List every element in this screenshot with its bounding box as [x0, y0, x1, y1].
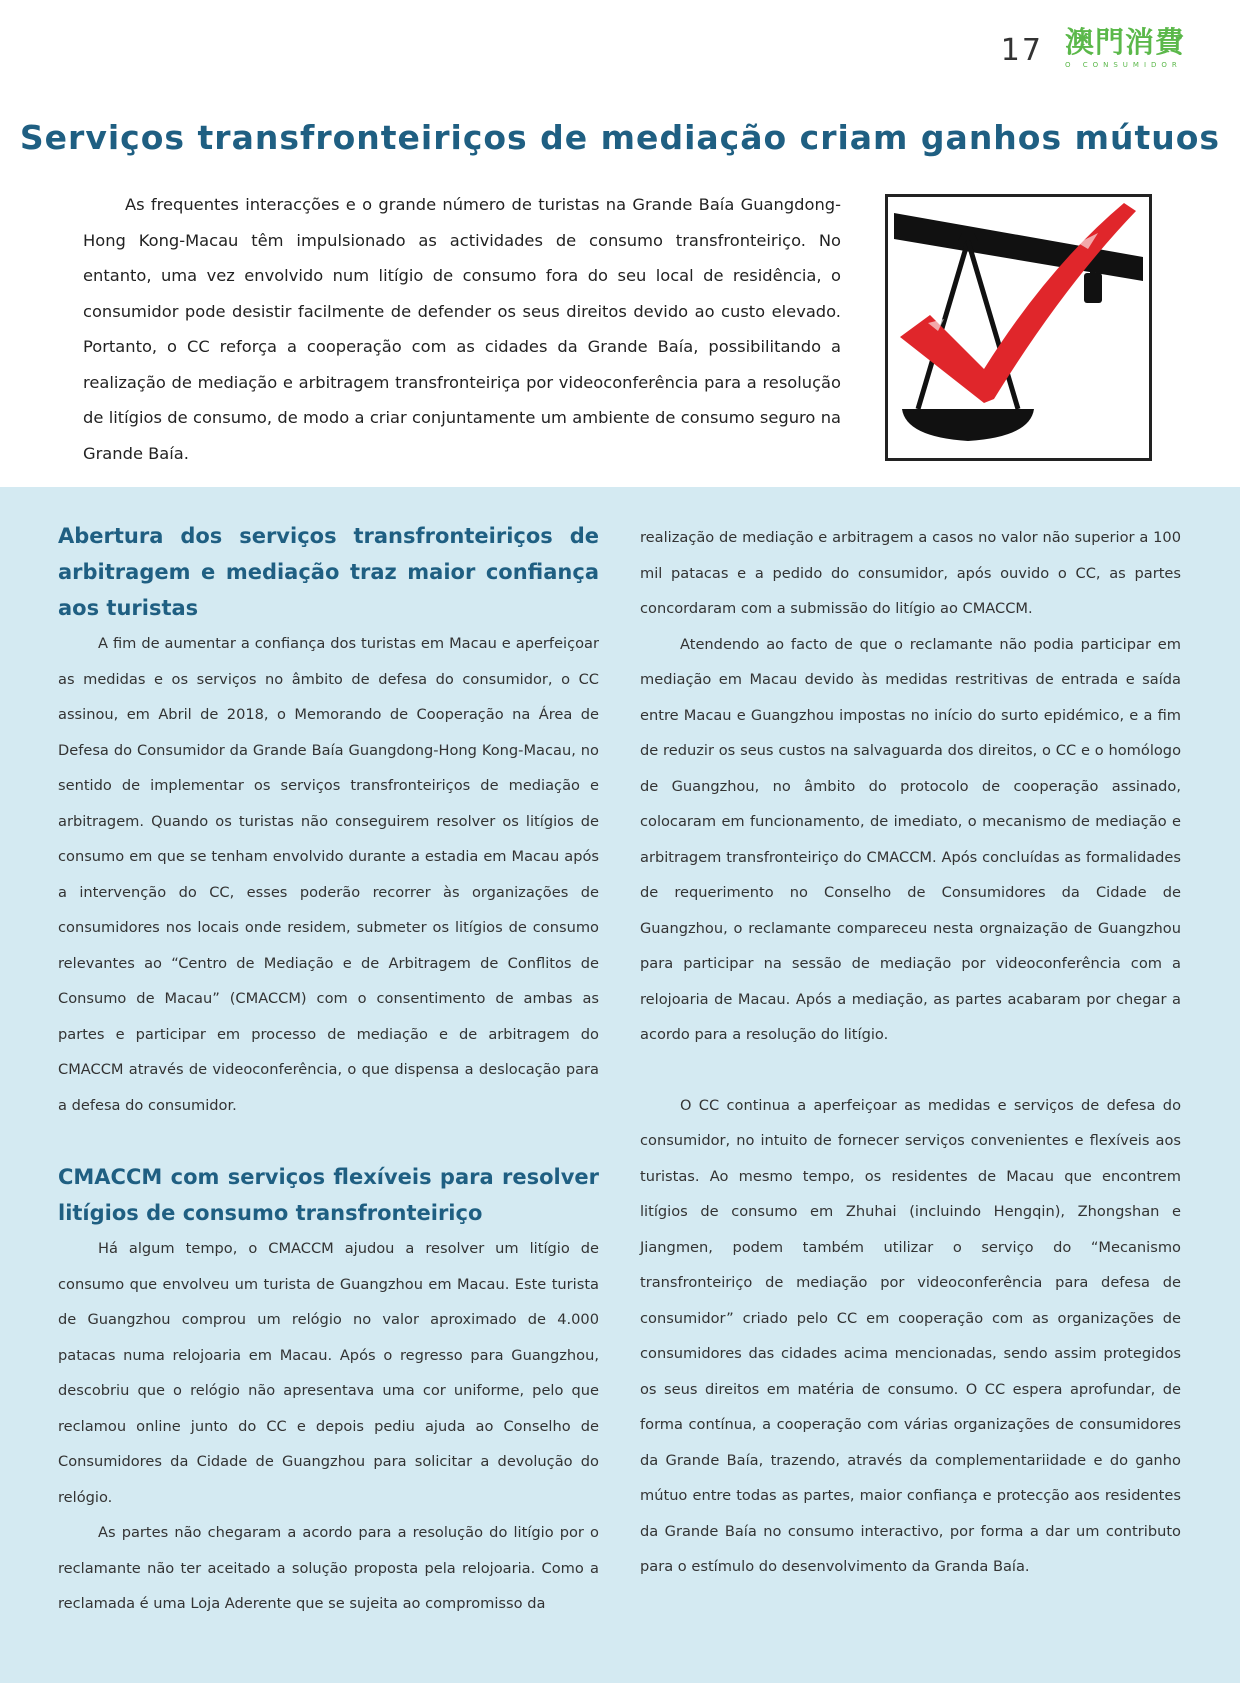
- section2-paragraph-2-continued: realização de mediação e arbitragem a casos no valor não superior a 100 mil patacas e a pedido do consumidor, após ouvido o CC, as partes concordaram com a submissão do litígio ao CMACCM.: [640, 529, 1181, 617]
- article-title: Serviços transfronteiriços de mediação criam ganhos mútuos: [19, 118, 1221, 157]
- page-header: [1000, 25, 1185, 69]
- page-number: 17: [1000, 33, 1043, 68]
- section2-paragraph-1: Há algum tempo, o CMACCM ajudou a resolver um litígio de consumo que envolveu um turista de Guangzhou em Macau. Este turista de Guangzhou comprou um relógio no valor aproximado de 4.000 patacas numa relojoaria em Macau. Após o regresso para Guangzhou, descobriu que o relógio não apresentava uma cor uniforme, pelo que reclamou online junto do CC e depois pediu ajuda ao Conselho de Consumidores da Cidade de Guangzhou para solicitar a devolução do relógio.: [58, 1240, 599, 1506]
- brand-logo: [1064, 25, 1185, 69]
- section-heading-1: Abertura dos serviços transfronteiriços de arbitragem e mediação traz maior confiança aos turistas: [58, 524, 599, 620]
- section-heading-2: CMACCM com serviços flexíveis para resolver litígios de consumo transfronteiriço: [58, 1165, 599, 1225]
- scale-checkmark-graphic: [888, 197, 1149, 458]
- section2-paragraph-2: As partes não chegaram a acordo para a resolução do litígio por o reclamante não ter aceitado a solução proposta pela relojoaria. Como a reclamada é uma Loja Aderente que se sujeita ao compromisso da: [58, 1524, 599, 1612]
- brand-name-portuguese: O CONSUMIDOR: [1064, 61, 1182, 69]
- section2-paragraph-4: O CC continua a aperfeiçoar as medidas e serviços de defesa do consumidor, no intuito de fornecer serviços convenientes e flexíveis aos turistas. Ao mesmo tempo, os residentes de Macau que encontrem litígios de consumo em Zhuhai (incluindo Hengqin), Zhongshan e Jiangmen, podem também utilizar o serviço do “Mecanismo transfronteiriço de mediação por videoconferência para defesa de consumidor” criado pelo CC em cooperação com as organizações de consumidores das cidades acima mencionadas, sendo assim protegidos os seus direitos em matéria de consumo. O CC espera aprofundar, de forma contínua, a cooperação com várias organizações de consumidores da Grande Baía, trazendo, através da complementariidade e do ganho mútuo entre todas as partes, maior confiança e protecção aos residentes da Grande Baía no consumo interactivo, por forma a dar um contributo para o estímulo do desenvolvimento da Granda Baía.: [640, 1096, 1181, 1575]
- left-column: [58, 518, 599, 1622]
- section2-paragraph-3: Atendendo ao facto de que o reclamante não podia participar em mediação em Macau devido às medidas restritivas de entrada e saída entre Macau e Guangzhou impostas no início do surto epidémico, e a fim de reduzir os seus custos na salvaguarda dos direitos, o CC e o homólogo de Guangzhou, no âmbito do protocolo de cooperação assinado, colocaram em funcionamento, de imediato, o mecanismo de mediação e arbitragem transfronteiriço do CMACCM. Após concluídas as formalidades de requerimento no Conselho de Consumidores da Cidade de Guangzhou, o reclamante compareceu nesta orgnaização de Guangzhou para participar na sessão de mediação por videoconferência com a relojoaria de Macau. Após a mediação, as partes acabaram por chegar a acordo para a resolução do litígio.: [640, 635, 1181, 1043]
- intro-text: [83, 187, 841, 471]
- scale-checkmark-icon: [885, 194, 1152, 461]
- brand-name-chinese: 澳門消費: [1064, 25, 1185, 59]
- right-column: [640, 520, 1181, 1585]
- intro-paragraph: As frequentes interacções e o grande número de turistas na Grande Baía Guangdong-Hong Kong-Macau têm impulsionado as actividades de consumo transfronteiriço. No entanto, uma vez envolvido num litígio de consumo fora do seu local de residência, o consumidor pode desistir facilmente de defender os seus direitos devido ao custo elevado. Portanto, o CC reforça a cooperação com as cidades da Grande Baía, possibilitando a realização de mediação e arbitragem transfronteiriça por videoconferência para a resolução de litígios de consumo, de modo a criar conjuntamente um ambiente de consumo seguro na Grande Baía.: [83, 195, 841, 463]
- section1-paragraph-1: A fim de aumentar a confiança dos turistas em Macau e aperfeiçoar as medidas e os serviços no âmbito de defesa do consumidor, o CC assinou, em Abril de 2018, o Memorando de Cooperação na Área de Defesa do Consumidor da Grande Baía Guangdong-Hong Kong-Macau, no sentido de implementar os serviços transfronteiriços de mediação e arbitragem. Quando os turistas não conseguirem resolver os litígios de consumo em que se tenham envolvido durante a estadia em Macau após a intervenção do CC, esses poderão recorrer às organizações de consumidores nos locais onde residem, submeter os litígios de consumo relevantes ao “Centro de Mediação e de Arbitragem de Conflitos de Consumo de Macau” (CMACCM) com o consentimento de ambas as partes e participar em processo de mediação e de arbitragem do CMACCM através de videoconferência, o que dispensa a deslocação para a defesa do consumidor.: [58, 635, 599, 1114]
